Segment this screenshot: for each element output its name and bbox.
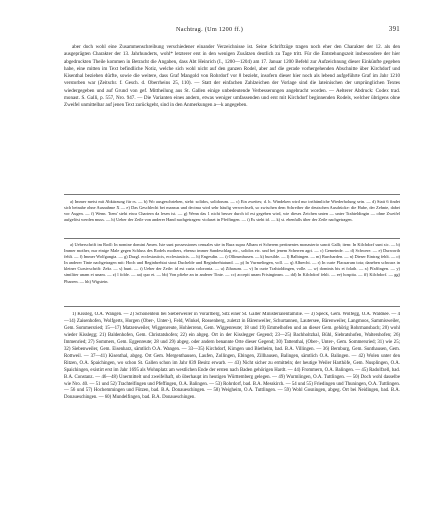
section-divider (64, 238, 400, 239)
footnotes-source (64, 242, 400, 304)
introduction-text (64, 44, 400, 189)
page-number: 391 (388, 26, 400, 33)
section-divider (64, 194, 400, 195)
body-paragraph: aber doch wohl eine Zusammenschreibung verschiedener einander Verzeichnisse ist. Seine Schriftzüge tragen noch eher den Charakter der 12. als den ausgeprägten Charakter der 13. Jahrhunderts, wohl* letzterer erst in den wenigen Zusätzen deutlich zu Tage tritt. Für die Entstehungszeit insbesondere der hier abgedruckten Theile kommen in Betracht die Angaben, dass Abt Heinrich (I., 1200—1204) am 17. Januar 1200 Befehl zur Aufzeichnung dieser Einkünfte gegeben habe, eine mitten im Text befindliche Notiz, welche sich wohl nicht auf den ganzen Rodel, aber auf die gerade vorhergehenden Abschnitte über Kirchdorf und Kisenthal beziehen dürfte, sowie die weitere, dass Graf Mangold von Rohrdorf vor 8 bezieht, insofern dieser hier noch als lebend aufgeführte Graf im Jahr 1210 verstorben war (Zeitschr. f. Gesch. d. Oberrheins 25, 110). — Statt der einfachen Zahlzeichen der Vorlage sind die lateinischen der ursprünglichen Textes wiedergegeben und auf Grund von gef. Mittheilung aus St. Gallen einige unbedeutende Verbesserungen angebracht worden. — Aelterer Abdruck: Codex trad. monast. S. Galli, p. 557, Nro. 947. — Die Varianten eines andern, etwas weniger umfassenden und erst mit Kirchdorf beginnenden Rodels, welcher übrigens ohne Zweifel unmittelbar auf jenen Text zurückgeht, sind in den Anmerkungen a—k angegeben. (64, 44, 400, 108)
section-divider (64, 306, 400, 307)
place-identifications (64, 312, 400, 477)
running-title: Nachtrag. (Um 1200 ff.) (176, 26, 244, 33)
footnotes-variants (64, 199, 400, 236)
running-header (64, 26, 400, 36)
footnote-paragraph: a) Immer meist mit Abkürzung für rs. — b) Wo ausgeschrieben, steht: solidos, solidorum. — c) Ein zweites; d. h. Windeken wird nur irrthümliche Wiederholung sein. — d) Statt 6 findet sich beinahe ohne Ausnahme X — e) Das Geschlecht bei mansus und decima wird sehr häufig verwechselt, so zwischen dem Schreiber die deutschen Ausdrücke: die Hube, der Zehnte, dabei vor Augen. — f) Wenn. 'Item' steht etwa Chartern da lesen ist. — g) Wenn das 1 nicht besser durch id est gegeben wird, wie dieses Zeichen unten — unter Trahteldingin — ohne Zweifel aufgelöst werden muss. — h) Ueber der Zeile von anderer Hand nachgetragen: violaset in Pfeffingen. — i) Es steht id. — k) st. ebenfalls über der Zeile nachgetragen. (64, 199, 400, 223)
list-paragraph: 1) Kissleg, O.A. Wangen. — 2) Schönentein bei Sieberweiler in Vorarlberg, Sitz einer St. Galler Ministerialenfamilie. — 3) Speck, Gem. Wolfegg, O.A. Waldsee. — 4—14) Zaisenhofen, Wolfgerts, Horgen (Ober-, Unter-), Feld, Winkel, Rossenberg, zuletzt in Bärenweiler, Schurtannen, Lautersee, Bärenweiler, Langmoos, Sammisweiler, Gem. Sommersried; 15—17) Matzenweiler, Wiggenreute, Hohlerrenn, Gem. Wiggenreute; 18 und 19) Emmelhofen und an dieser Gem. gehörig Rohrmansbach; 20) wohl wieder Kisslegg; 21) Baldenhofen, Gem. Christatshofen; 22) ein abgeg. Ort in der Kisslegger Gegend; 23—25) Bachholtzhal, Bühl, Siebratshofen, Waltershofen; 26) Immenried; 27) Sommers, Gem. Eggenreute; 28 und 29) abgeg. oder andern benannte Orte dieser Gegend; 30) Tattenthal, (Ober-, Unter-, Gem. Sommersried; 31) wie 25; 32) Siebenweiler, Gem. Eisenharz, sämtlich O.A. Wangen. — 33—35) Kirchdorf, Kirngen und Bietheim, bad. B.A. Villingen. — 36) Bernburg, Gem. Sunthausen, Gem. Rottweil. — 37—41) Kisenthal, abgeg. Ort Gem. Mergenthausen, Laufen, Zollingen, Ebingen, Zillhausen, Balingen, sämtlich O.A. Balingen. — 42) Wolen unter den Ritzen, O.A. Spaichingen, wo schon St. Gallen schon im Jahr 839 Besitz erwarb. — 43) Nicht sicher zu ermitteln; der heutige Weiler Harthöfe, Gem. Nusplingen, O.A. Spaichingen, existirt erst im Jahr 1695 als Wohnplatz am westlichen Ende der ersten nach Baden gehörigen Hardt. — 44) Frommern, O.A. Balingen. — 45) Radolfzell, bad. B.A. Constanz. — 46—48) Unermittelt und zweifelhaft, ob überhaupt im heutigen Württemberg gelegen. — 49) Wurmlingen, O.A. Tuttlingen. — 50) Doch wohl dasselbe wie Nro. 40. — 51 und 52) Trachtelfingen und Pfeffingen, O.A. Balingen. — 53) Rohrdorf, bad. B.A. Messkirch. — 54 und 55) Friedingen und Thuningen, O.A. Tuttlingen. — 56 und 57) Hochemmingen und Fützen, bad. B.A. Donaueschingen. — 58) Weigheim, O.A. Tuttlingen. — 59) Wohl Gosningen, abgeg. Ort bei Neidingen, bad. B.A. Donaueschingen. — 60) Mundelfingen, bad. B.A. Donaueschingen. (64, 312, 400, 401)
footnote-paragraph: a) Ueberschrift im Rodl: In nomine domini Amen. Iste sunt possessiones cenuales site in Bura supra Albam et Scherem pertinentes monasterio sancti Galli; item: In Kilchdorf sunt sic. — b) Immer mother, nur einige Male gegen Schluss des Rodels mothers, ebenso immer Sandeschlag etc., solidos etc. und bei jenem Scherren agri. — c) Gemeinde. — d) Schwere. — e) Durworth fehlt. — f) Immer Wolfgangia. — g) Dazgl. ecclesiasticis, ecclesiasticis. — h) Engesdin. — i) Ollinsmhusen. — k) bursilde. — l) Balbingen. — m) Burcharden. — n) Dieser Eintrag fehlt. — o) In anderer Tinte nachgetragen mit: Hoch und Reginbrehtat stout Duchelde und Reginbrehtatund. — p) In Vurmelingen, voll. — q) Albrecht. — r) In curte Flacuarum tota; daneben schwarz in kleiner Cursivschrift: Zekr. — s) hunt. — t) Ueber der Zeile: id est curia coloronia. — u) Zihasum. — v) In curte Trahtoldingen, volle. — w) dominis bis et folath. — x) Pfaffingen. — y) similiter unam et unam. — z) l folde. — aa) quo et. — bb) Von pfiebe an in anderer Tinte. — cc) accepit unam Frisinginsm. — dd) In Kilchdorf fehlt. — ee) hospita. — ff) Kilchdorf. — gg) Pharren. — hh) Wigstein. (64, 242, 400, 284)
